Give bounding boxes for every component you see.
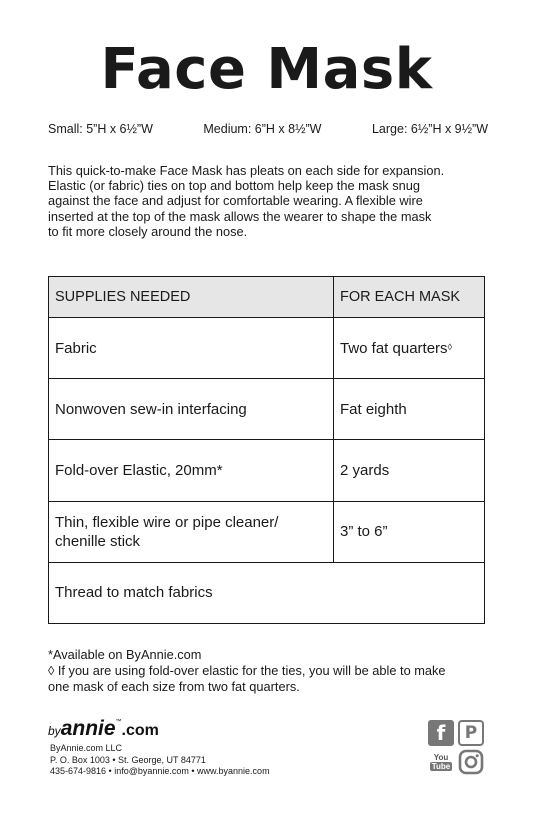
table-header-row xyxy=(49,277,485,318)
table-row xyxy=(49,562,485,623)
intro-line: against the face and adjust for comfortable wearing. A flexible wire xyxy=(48,193,423,209)
table-row xyxy=(49,501,485,562)
footnote-diamond-cont: one mask of each size from two fat quarters. xyxy=(48,679,300,694)
amount-cell xyxy=(334,318,485,379)
instagram-icon[interactable] xyxy=(458,749,484,775)
size-large: Large: 6½”H x 9½”W xyxy=(371,122,488,136)
page-title: Face Mask xyxy=(100,37,433,102)
table-row xyxy=(49,318,485,379)
amount-cell: Fat eighth xyxy=(334,379,485,440)
facebook-icon[interactable]: f xyxy=(428,720,454,746)
youtube-icon[interactable] xyxy=(428,749,454,775)
social-links xyxy=(426,720,486,776)
logo-annie: annie xyxy=(60,717,116,740)
header-supplies-needed: SUPPLIES NEEDED xyxy=(49,277,334,318)
youtube-you: You xyxy=(433,753,449,762)
supply-line: Thin, flexible wire or pipe cleaner/ xyxy=(55,513,279,531)
logo-com: .com xyxy=(121,722,159,739)
size-list xyxy=(48,122,488,136)
supply-cell: Fabric xyxy=(49,318,334,379)
footnote-mark: ◊ xyxy=(447,341,453,352)
table-row xyxy=(49,379,485,440)
amount-cell: 3” to 6” xyxy=(334,501,485,562)
logo-by: by xyxy=(48,724,61,738)
supply-cell: Nonwoven sew-in interfacing xyxy=(49,379,334,440)
amount-cell: 2 yards xyxy=(334,440,485,501)
company-name: ByAnnie.com LLC xyxy=(50,743,123,753)
supply-cell: Thread to match fabrics xyxy=(49,562,485,623)
supply-line: chenille stick xyxy=(55,532,141,550)
logo-tm: ™ xyxy=(115,719,122,725)
supply-cell: Fold-over Elastic, 20mm* xyxy=(49,440,334,501)
footnotes xyxy=(48,647,493,695)
size-medium: Medium: 6”H x 8½”W xyxy=(203,122,322,136)
footnote-diamond: ◊ If you are using fold-over elastic for the ties, you will be able to make xyxy=(48,663,446,678)
company-address: P. O. Box 1003 • St. George, UT 84771 xyxy=(50,754,206,765)
header-for-each-mask: FOR EACH MASK xyxy=(334,277,485,318)
company-contact[interactable]: 435-674-9816 • info@byannie.com • www.byannie.com xyxy=(50,766,270,776)
size-small: Small: 5”H x 6½”W xyxy=(48,122,153,136)
table-row xyxy=(49,440,485,501)
supply-cell xyxy=(49,501,334,562)
intro-paragraph xyxy=(48,163,488,239)
intro-line: inserted at the top of the mask allows the wearer to shape the mask xyxy=(48,208,432,224)
intro-line: Elastic (or fabric) ties on top and bottom help keep the mask snug xyxy=(48,178,421,194)
supplies-table xyxy=(48,276,485,624)
intro-line: to fit more closely around the nose. xyxy=(48,223,248,239)
amount-text: Two fat quarters xyxy=(340,339,448,357)
footnote-star: *Available on ByAnnie.com xyxy=(48,647,202,662)
instagram-glyph xyxy=(458,749,484,775)
intro-line: This quick-to-make Face Mask has pleats on each side for expansion. xyxy=(48,163,445,178)
pinterest-icon[interactable]: P xyxy=(458,720,484,746)
byannie-logo[interactable] xyxy=(48,718,159,745)
company-info xyxy=(50,743,350,778)
youtube-tube: Tube xyxy=(431,762,451,771)
